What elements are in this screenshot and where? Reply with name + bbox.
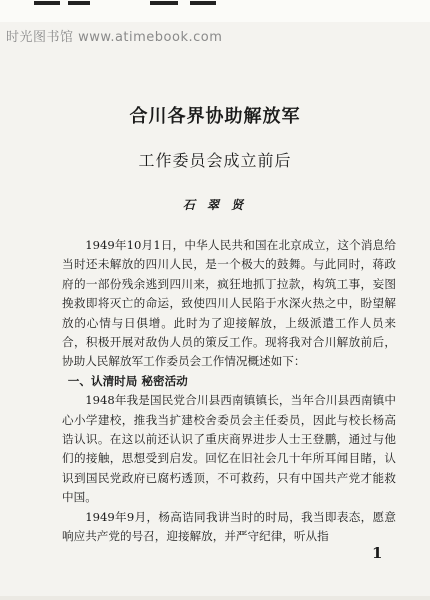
section-heading: 一、认清时局 秘密活动 xyxy=(67,373,188,388)
page-subtitle: 工作委员会成立前后 xyxy=(138,151,292,170)
paragraph: 1949年10月1日，中华人民共和国在北京成立，这个消息给当时还未解放的四川人民，是一个极大的鼓舞。与此同时，蒋政府的一部份残余逃到四川来，疯狂地抓丁拉款，构筑工事，妄图挽救即将灭亡的命运，致使四川人民陷于水深火热之中，盼望解放的心情与日俱增。此时为了迎接解放，上级派遣工作人员来合，积极开展对敌伪人员的策反工作。现将我对合川解放前后，协助人民解放军工作委员会工作情况概述如下： xyxy=(62,238,396,369)
scan-top-strip xyxy=(0,0,430,22)
watermark: 时光图书馆 www.atimebook.com xyxy=(6,30,223,45)
author-name: 石 翠 贤 xyxy=(182,198,248,212)
page-title: 合川各界协助解放军 xyxy=(129,106,301,127)
scan-mark xyxy=(150,1,178,5)
scan-mark xyxy=(190,1,216,5)
paragraph: 1948年我是国民党合川县西南镇镇长，当年合川县西南镇中心小学建校，推我当扩建校舍委员会主任委员，因此与校长杨高诰认识。在这以前还认识了重庆商界进步人士王登鹏，通过与他们的接触，思想受到启发。回忆在旧社会几十年所耳闻目睹，认识到国民党政府已腐朽透顶，不可救药，只有中国共产党才能救中国。 xyxy=(62,393,396,505)
paragraph: 1949年9月，杨高诰同我讲当时的时局，我当即表态，愿意响应共产党的号召，迎接解放，并严守纪律，听从指 xyxy=(62,509,396,544)
scan-bottom-edge xyxy=(0,596,430,600)
scan-mark xyxy=(68,1,90,5)
article-body xyxy=(62,236,396,547)
scan-mark xyxy=(34,1,60,5)
page-number: 1 xyxy=(372,544,383,562)
